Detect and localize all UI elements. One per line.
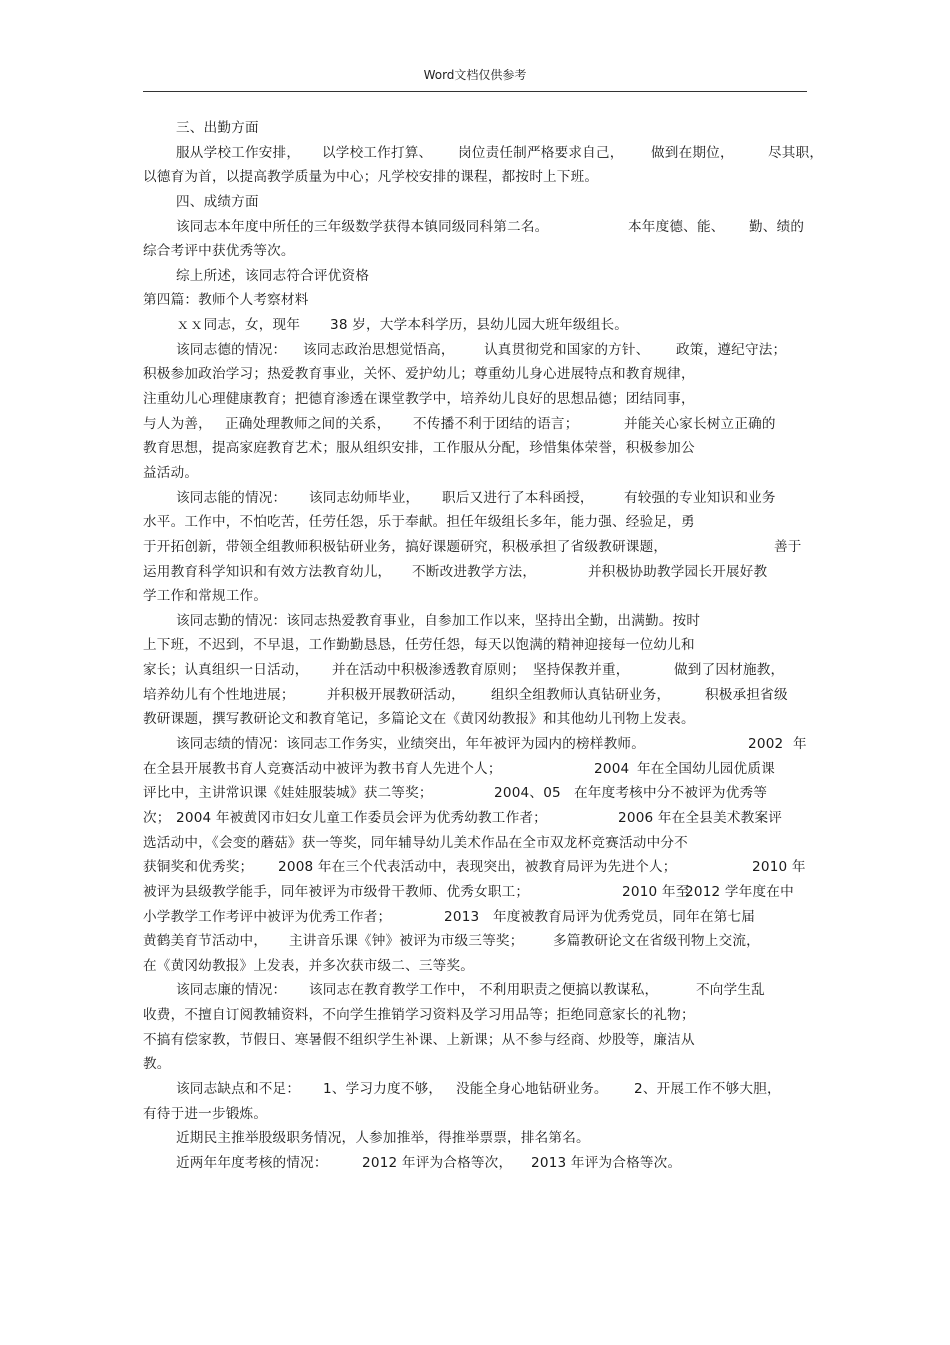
text-segment: 并积极开展教研活动， <box>327 686 465 703</box>
text-segment: 2006 年在全县美术教案评 <box>618 809 783 826</box>
text-segment: 2012 年评为合格等次， <box>362 1154 513 1171</box>
text-segment: 教研课题，撰写教研论文和教育笔记，多篇论文在《黄冈幼教报》和其他幼儿刊物上发表。 <box>143 711 695 728</box>
text-segment: 2004 <box>594 760 630 777</box>
text-segment: 岗位责任制严格要求自己， <box>458 144 624 161</box>
text-segment: 不断改进教学方法， <box>412 563 537 580</box>
text-segment: 该同志勤的情况：该同志热爱教育事业，自参加工作以来，坚持出全勤，出满勤。按时 <box>176 612 701 629</box>
text-segment: 于开拓创新，带领全组教师积极钻研业务，搞好课题研究，积极承担了省级教研课题， <box>143 538 668 555</box>
text-segment: 不利用职责之便搞以教谋私， <box>479 982 659 999</box>
text-line <box>143 1126 807 1151</box>
text-segment: 选活动中，《会变的蘑菇》获一等奖，同年辅导幼儿美术作品在全市双龙杯竞赛活动中分不 <box>143 834 688 851</box>
text-segment: 该同志能的情况： <box>176 489 287 506</box>
text-segment: 多篇教研论文在省级刊物上交流， <box>553 933 760 950</box>
text-segment: 以德育为首，以提高教学质量为中心；凡学校安排的课程，都按时上下班。 <box>143 169 599 186</box>
text-segment: 综上所述，该同志符合评优资格 <box>176 267 370 284</box>
text-line <box>143 362 807 387</box>
text-segment: 38 岁，大学本科学历，县幼儿园大班年级组长。 <box>330 317 629 334</box>
text-line <box>143 584 807 609</box>
text-line <box>143 264 807 289</box>
text-line <box>143 510 807 535</box>
text-segment: 培养幼儿有个性地进展； <box>143 686 295 703</box>
text-line <box>143 1003 807 1028</box>
text-segment: ｘｘ同志，女，现年 <box>176 317 301 334</box>
text-line <box>143 1077 807 1102</box>
text-segment: 该同志缺点和不足： <box>176 1080 301 1097</box>
text-line <box>143 757 807 782</box>
text-segment: 做到在期位， <box>651 144 734 161</box>
text-segment: 注重幼儿心理健康教育；把德育渗透在课堂教学中，培养幼儿良好的思想品德；团结同事， <box>143 391 695 408</box>
text-line <box>143 1052 807 1077</box>
text-segment: 尽其职， <box>768 144 824 161</box>
text-segment: 家长；认真组织一日活动， <box>143 662 309 679</box>
text-line <box>143 633 807 658</box>
text-segment: 该同志在教育教学工作中， <box>309 982 475 999</box>
text-segment: 教。 <box>143 1056 171 1073</box>
text-segment: 小学教学工作考评中被评为优秀工作者； <box>143 908 392 925</box>
text-segment: 学工作和常规工作。 <box>143 588 268 605</box>
text-segment: 2010 年至 <box>622 883 690 900</box>
text-segment: 2、开展工作不够大胆， <box>634 1080 781 1097</box>
text-segment: 收费，不擅自订阅教辅资料，不向学生推销学习资料及学习用品等；拒绝同意家长的礼物； <box>143 1007 695 1024</box>
text-segment: 服从学校工作安排， <box>176 144 301 161</box>
text-segment: 本年度德、能、 <box>628 218 725 235</box>
text-segment: 在《黄冈幼教报》上发表，并多次获市级二、三等奖。 <box>143 957 475 974</box>
text-line <box>143 609 807 634</box>
text-segment: 2008 年在三个代表活动中，表现突出，被教育局评为先进个人； <box>278 859 677 876</box>
text-segment: 正确处理教师之间的关系， <box>225 415 391 432</box>
text-segment: 教育思想，提高家庭教育艺术；服从组织安排，工作服从分配，珍惜集体荣誉，积极参加公 <box>143 440 695 457</box>
text-segment: 2004、05 <box>494 785 561 802</box>
text-segment: 黄鹤美育节活动中， <box>143 933 268 950</box>
text-segment: 年 <box>793 736 807 753</box>
text-line <box>143 535 807 560</box>
text-segment: 上下班，不迟到，不早退，工作勤勤恳恳，任劳任怨，每天以饱满的精神迎接每一位幼儿和 <box>143 637 695 654</box>
text-segment: 没能全身心地钻研业务。 <box>456 1080 608 1097</box>
text-segment: 该同志廉的情况： <box>176 982 287 999</box>
text-line <box>143 929 807 954</box>
text-segment: 1、学习力度不够， <box>323 1080 443 1097</box>
text-segment: 有待于进一步锻炼。 <box>143 1105 268 1122</box>
text-segment: 以学校工作打算、 <box>322 144 433 161</box>
text-segment: 该同志绩的情况：该同志工作务实，业绩突出，年年被评为园内的榜样教师。 <box>176 736 645 753</box>
text-line <box>143 436 807 461</box>
text-segment: 组织全组教师认真钻研业务， <box>491 686 671 703</box>
text-line <box>143 707 807 732</box>
text-segment: 该同志幼师毕业， <box>309 489 420 506</box>
text-segment: 该同志政治思想觉悟高， <box>303 341 455 358</box>
text-segment: 2010 年 <box>752 859 806 876</box>
text-segment: 被评为县级教学能手，同年被评为市级骨干教师、优秀女职工； <box>143 883 530 900</box>
text-segment: 近期民主推举股级职务情况，人参加推举，得推举票票，排名第名。 <box>176 1130 590 1147</box>
text-segment: 评比中，主讲常识课《娃娃服装城》获二等奖； <box>143 785 433 802</box>
text-segment: 积极承担省级 <box>705 686 788 703</box>
text-segment: 次； <box>143 809 171 826</box>
text-line <box>143 732 807 757</box>
text-segment: 获铜奖和优秀奖； <box>143 859 254 876</box>
text-line <box>143 905 807 930</box>
text-segment: 2004 年被黄冈市妇女儿童工作委员会评为优秀幼教工作者； <box>176 809 547 826</box>
text-segment: 2012 学年度在中 <box>685 883 794 900</box>
text-segment: 2002 <box>748 736 784 753</box>
text-segment: 该同志本年度中所任的三年级数学获得本镇同级同科第二名。 <box>176 218 549 235</box>
text-segment: 并能关心家长树立正确的 <box>624 415 776 432</box>
text-line <box>143 683 807 708</box>
text-line <box>143 831 807 856</box>
header-rule <box>143 91 807 92</box>
text-segment: 水平。工作中，不怕吃苦，任劳任怨，乐于奉献。担任年级组长多年，能力强、经验足，勇 <box>143 514 695 531</box>
text-line <box>143 313 807 338</box>
text-segment: 与人为善， <box>143 415 212 432</box>
text-segment: 职后又进行了本科函授， <box>442 489 594 506</box>
text-segment: 第四篇：教师个人考察材料 <box>143 292 309 309</box>
text-line <box>143 855 807 880</box>
text-segment: 2013 <box>444 908 480 925</box>
text-segment: 运用教育科学知识和有效方法教育幼儿， <box>143 563 392 580</box>
text-line <box>143 165 807 190</box>
text-line <box>143 288 807 313</box>
text-line <box>143 412 807 437</box>
text-segment: 不搞有偿家教，节假日、寒暑假不组织学生补课、上新课；从不参与经商、炒股等，廉洁从 <box>143 1031 695 1048</box>
text-line <box>143 486 807 511</box>
page-header: Word文档仅供参考 <box>423 68 527 82</box>
text-line <box>143 461 807 486</box>
text-segment: 有较强的专业知识和业务 <box>624 489 776 506</box>
text-segment: 年度被教育局评为优秀党员，同年在第七届 <box>493 908 756 925</box>
text-segment: 并积极协助教学园长开展好教 <box>588 563 768 580</box>
text-line <box>143 239 807 264</box>
text-line <box>143 781 807 806</box>
text-line <box>143 190 807 215</box>
text-segment: 坚持保教并重， <box>533 662 630 679</box>
document-body <box>143 116 824 1176</box>
text-segment: 近两年年度考核的情况： <box>176 1154 328 1171</box>
text-line <box>143 1028 807 1053</box>
text-segment: 勤、绩的 <box>749 218 805 235</box>
text-segment: 四、成绩方面 <box>176 193 259 210</box>
text-line <box>143 880 807 905</box>
text-line <box>143 116 807 141</box>
text-segment: 三、出勤方面 <box>176 120 259 136</box>
text-line <box>143 658 807 683</box>
text-segment: 认真贯彻党和国家的方针、 <box>484 341 650 358</box>
text-segment: 2013 年评为合格等次。 <box>531 1154 682 1171</box>
text-line <box>143 387 807 412</box>
text-segment: 并在活动中积极渗透教育原则； <box>332 662 526 679</box>
text-segment: 政策，遵纪守法； <box>676 341 787 358</box>
text-segment: 积极参加政治学习；热爱教育事业，关怀、爱护幼儿；尊重幼儿身心进展特点和教育规律， <box>143 366 695 383</box>
text-segment: 在年度考核中分不被评为优秀等 <box>574 785 768 802</box>
text-line <box>143 954 807 979</box>
text-line <box>143 806 807 831</box>
text-segment: 不向学生乱 <box>696 982 765 999</box>
text-line <box>143 141 824 166</box>
text-line <box>143 1151 807 1176</box>
text-segment: 该同志德的情况： <box>176 341 287 358</box>
text-line <box>143 215 807 240</box>
text-segment: 综合考评中获优秀等次。 <box>143 243 295 260</box>
text-segment: 善于 <box>774 538 802 555</box>
text-segment: 不传播不利于团结的语言； <box>413 415 579 432</box>
text-segment: 在全县开展教书育人竞赛活动中被评为教书育人先进个人； <box>143 760 502 777</box>
text-line <box>143 1102 807 1127</box>
text-segment: 主讲音乐课《钟》被评为市级三等奖； <box>289 933 524 950</box>
text-segment: 益活动。 <box>143 464 199 481</box>
text-line <box>143 560 807 585</box>
text-segment: 年在全国幼儿园优质课 <box>637 760 775 777</box>
text-line <box>143 338 807 363</box>
text-line <box>143 978 807 1003</box>
text-segment: 做到了因材施教， <box>674 662 785 679</box>
